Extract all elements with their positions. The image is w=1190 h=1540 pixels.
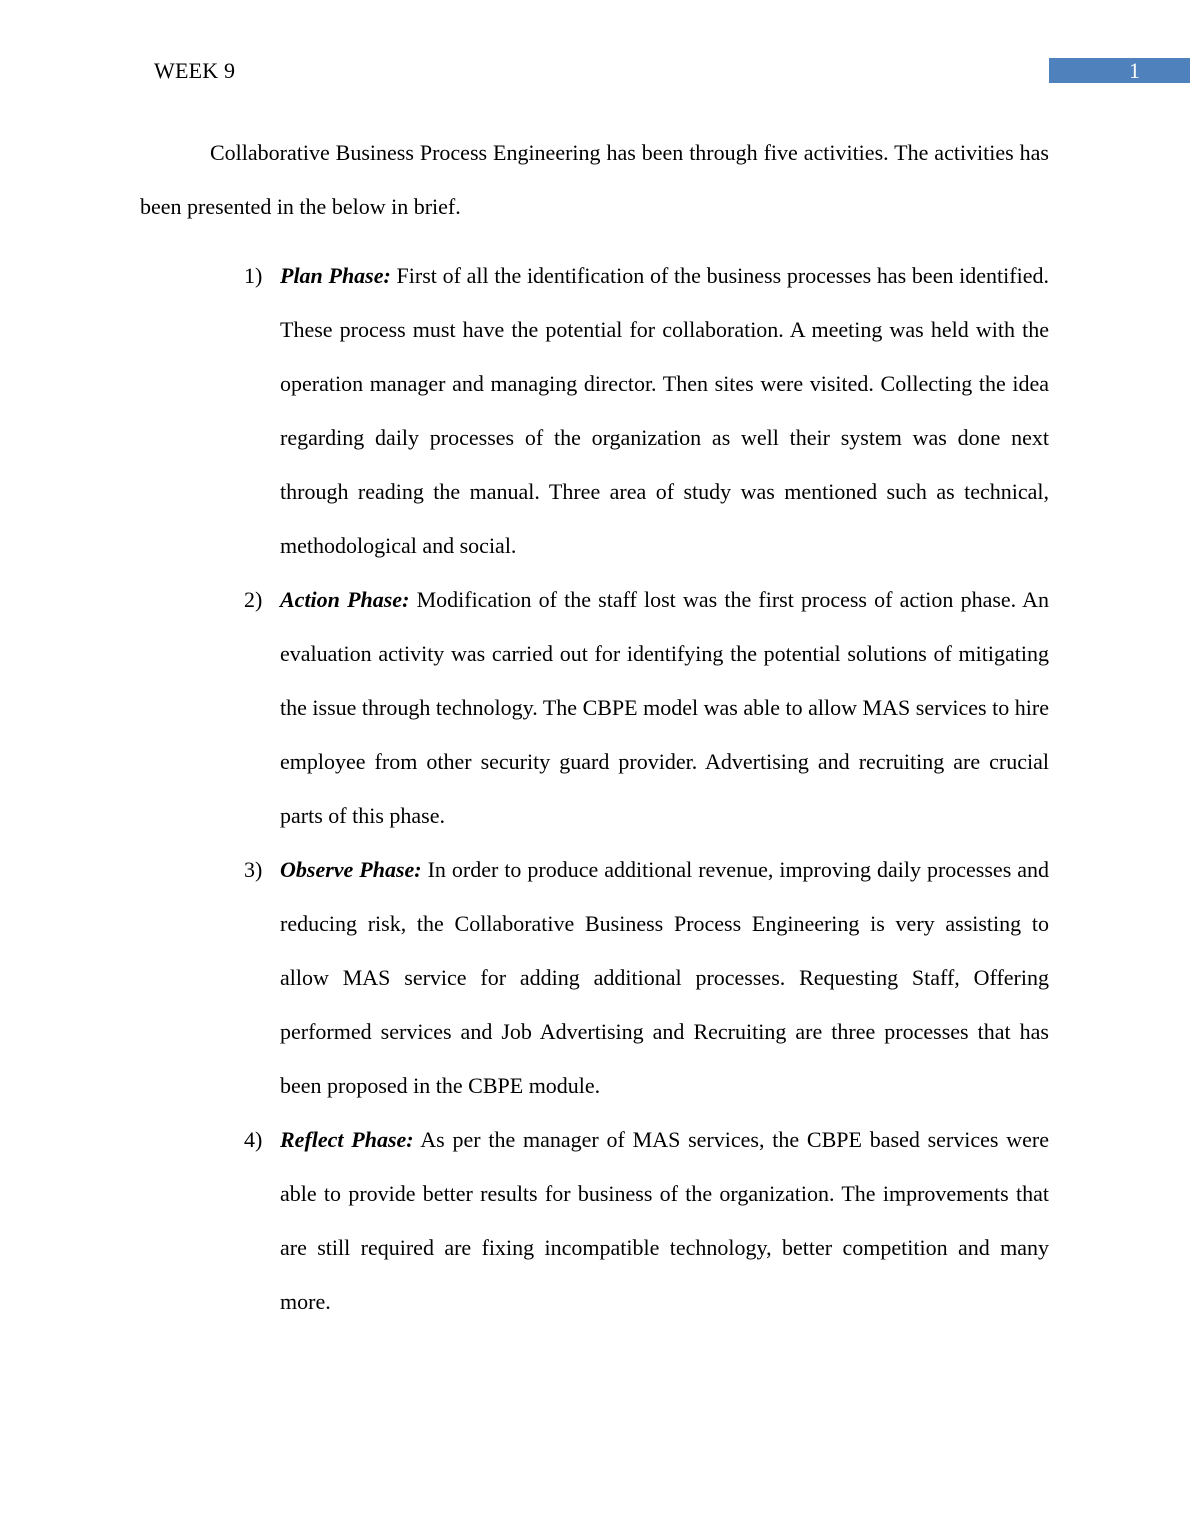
running-header: WEEK 9 [154,58,236,83]
phase-list [140,249,1049,1329]
document-body [140,126,1049,1329]
phase-title: Observe Phase: [280,857,422,882]
phase-description: Modification of the staff lost was the first process of action phase. An evaluation activity was carried out for identifying the potential solutions of mitigating the issue through technology. The CBPE model was able to allow MAS services to hire employee from other security guard provider. Advertising and recruiting are crucial parts of this phase. [280,587,1049,828]
phase-title: Action Phase: [280,587,410,612]
list-item [244,843,1049,1113]
list-number: 1) [244,263,263,288]
page-number-badge [1049,58,1190,83]
phase-title: Plan Phase: [280,263,391,288]
list-number: 2) [244,587,263,612]
phase-title: Reflect Phase: [280,1127,414,1152]
list-item [244,573,1049,843]
intro-paragraph: Collaborative Business Process Engineering has been through five activities. The activities has been presented in the below in brief. [140,140,1049,219]
phase-description: First of all the identification of the business processes has been identified. These process must have the potential for collaboration. A meeting was held with the operation manager and managing director. Then sites were visited. Collecting the idea regarding daily processes of the organization as well their system was done next through reading the manual. Three area of study was mentioned such as technical, methodological and social. [280,263,1049,558]
phase-description: In order to produce additional revenue, improving daily processes and reducing risk, the Collaborative Business Process Engineering is very assisting to allow MAS service for adding additional processes. Requesting Staff, Offering performed services and Job Advertising and Recruiting are three processes that has been proposed in the CBPE module. [280,857,1049,1098]
list-item [244,249,1049,573]
list-item [244,1113,1049,1329]
list-number: 4) [244,1127,263,1152]
page-number: 1 [1129,58,1140,83]
phase-description: As per the manager of MAS services, the CBPE based services were able to provide better results for business of the organization. The improvements that are still required are fixing incompatible technology, better competition and many more. [280,1127,1049,1314]
list-number: 3) [244,857,263,882]
